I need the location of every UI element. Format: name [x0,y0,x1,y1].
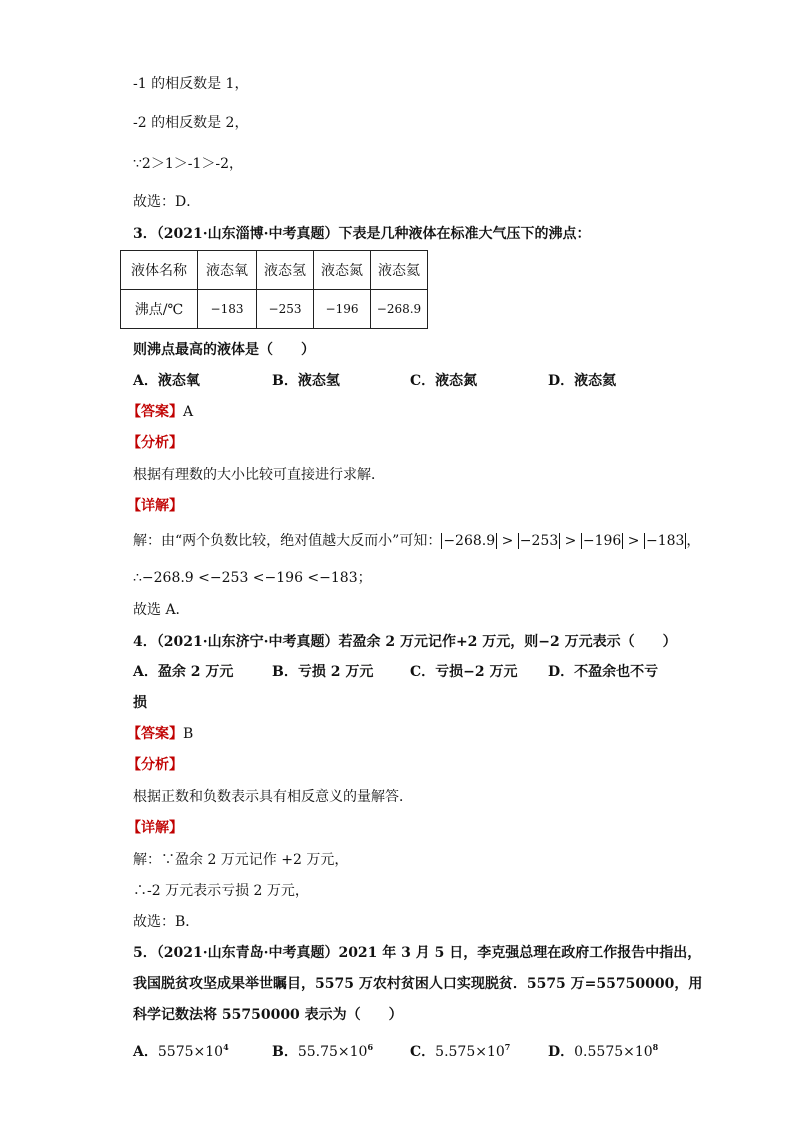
q5-option-a [133,1037,229,1062]
q3-option-b: B．液态氢 [272,373,340,389]
option-label: B． [272,1044,298,1060]
q4-detail-1: 解：∵盈余 2 万元记作 +2 万元， [133,852,349,868]
abs-value: −268.9 [443,533,496,549]
q3-conclusion: 故选 A． [133,602,190,618]
answer-tag: 【答案】 [127,726,183,742]
option-label: A． [133,1044,158,1060]
option-label: C． [410,1044,436,1060]
option-exponent: 4 [223,1042,229,1052]
q3-detail-suffix: ， [686,533,701,549]
q3-option-a: A．液态氧 [133,373,200,389]
intro-conclusion: 故选：D． [133,194,201,210]
q3-option-d: D．液态氦 [548,373,617,389]
intro-line-3: ∵2＞1＞-1＞-2， [133,156,243,172]
q3-answer [127,402,193,422]
q4-option-a: A．盈余 2 万元 [133,664,234,680]
abs-value: −183 [645,533,685,549]
table-cell: −253 [257,290,314,329]
table-row-label: 沸点/℃ [121,290,198,329]
answer-value: A [183,404,194,420]
q3-stem: 3．（2021·山东淄博·中考真题）下表是几种液体在标准大气压下的沸点： [133,226,591,242]
q5-stem-1: 5．（2021·山东青岛·中考真题）2021 年 3 月 5 日，李克强总理在政府工作报告中指出， [133,945,702,961]
q3-option-c: C．液态氮 [410,373,478,389]
q3-therefore: ∴−268.9 <−253 <−196 <−183； [133,570,372,586]
option-label: D． [548,1044,575,1060]
q4-option-c: C．亏损−2 万元 [410,664,518,680]
q5-option-b [272,1037,373,1062]
q5-option-c [410,1037,510,1062]
option-exponent: 7 [504,1042,511,1052]
table-row [121,251,428,290]
option-base: 0.5575×10 [574,1044,653,1060]
q4-option-d: D．不盈余也不亏 [548,664,659,680]
q4-analysis: 根据正数和负数表示具有相反意义的量解答． [133,789,413,805]
boiling-point-table [120,250,428,329]
q4-analysis-tag: 【分析】 [127,757,183,773]
option-exponent: 6 [367,1042,374,1052]
answer-value: B [183,726,194,742]
q5-option-d [548,1037,658,1062]
abs-value: −253 [519,533,559,549]
q3-question: 则沸点最高的液体是（ ） [133,342,315,358]
abs-value: −196 [582,533,622,549]
q3-detail: 解：由“两个负数比较，绝对值越大反而小”可知： −268.9 > −253 > −196 > −183 ， [133,533,701,549]
table-cell: −183 [198,290,257,329]
intro-line-2: -2 的相反数是 2， [133,115,249,131]
table-cell: −268.9 [371,290,428,329]
q3-analysis: 根据有理数的大小比较可直接进行求解． [133,467,385,483]
q4-detail-2: ∴-2 万元表示亏损 2 万元， [133,883,309,899]
option-exponent: 8 [652,1042,659,1052]
q4-option-wrap: 损 [133,695,147,711]
option-base: 55.75×10 [297,1044,368,1060]
table-row [121,290,428,329]
q3-analysis-tag: 【分析】 [127,435,183,451]
table-header-cell: 液态氧 [198,251,257,290]
q4-answer [127,724,193,744]
q4-stem: 4．（2021·山东济宁·中考真题）若盈余 2 万元记作+2 万元，则−2 万元表示（ ） [133,634,677,650]
q4-option-b: B．亏损 2 万元 [272,664,374,680]
table-header-cell: 液态氢 [257,251,314,290]
q5-stem-3: 科学记数法将 55750000 表示为（ ） [133,1007,403,1023]
q4-conclusion: 故选：B． [133,914,200,930]
table-header-cell: 液态氮 [314,251,371,290]
intro-line-1: -1 的相反数是 1， [133,76,249,92]
q4-options [133,662,673,682]
q5-options [133,1037,673,1060]
q3-detail-tag: 【详解】 [127,498,183,514]
table-header-cell: 液体名称 [121,251,198,290]
table-header-cell: 液态氦 [371,251,428,290]
q3-options [133,371,673,391]
q3-detail-prefix: 解：由“两个负数比较，绝对值越大反而小”可知： [133,533,442,549]
table-cell: −196 [314,290,371,329]
answer-tag: 【答案】 [127,404,183,420]
option-base: 5575×10 [157,1044,224,1060]
option-base: 5.575×10 [435,1044,505,1060]
q4-detail-tag: 【详解】 [127,820,183,836]
q5-stem-2: 我国脱贫攻坚成果举世瞩目，5575 万农村贫困人口实现脱贫．5575 万=55750000，用 [133,976,703,992]
